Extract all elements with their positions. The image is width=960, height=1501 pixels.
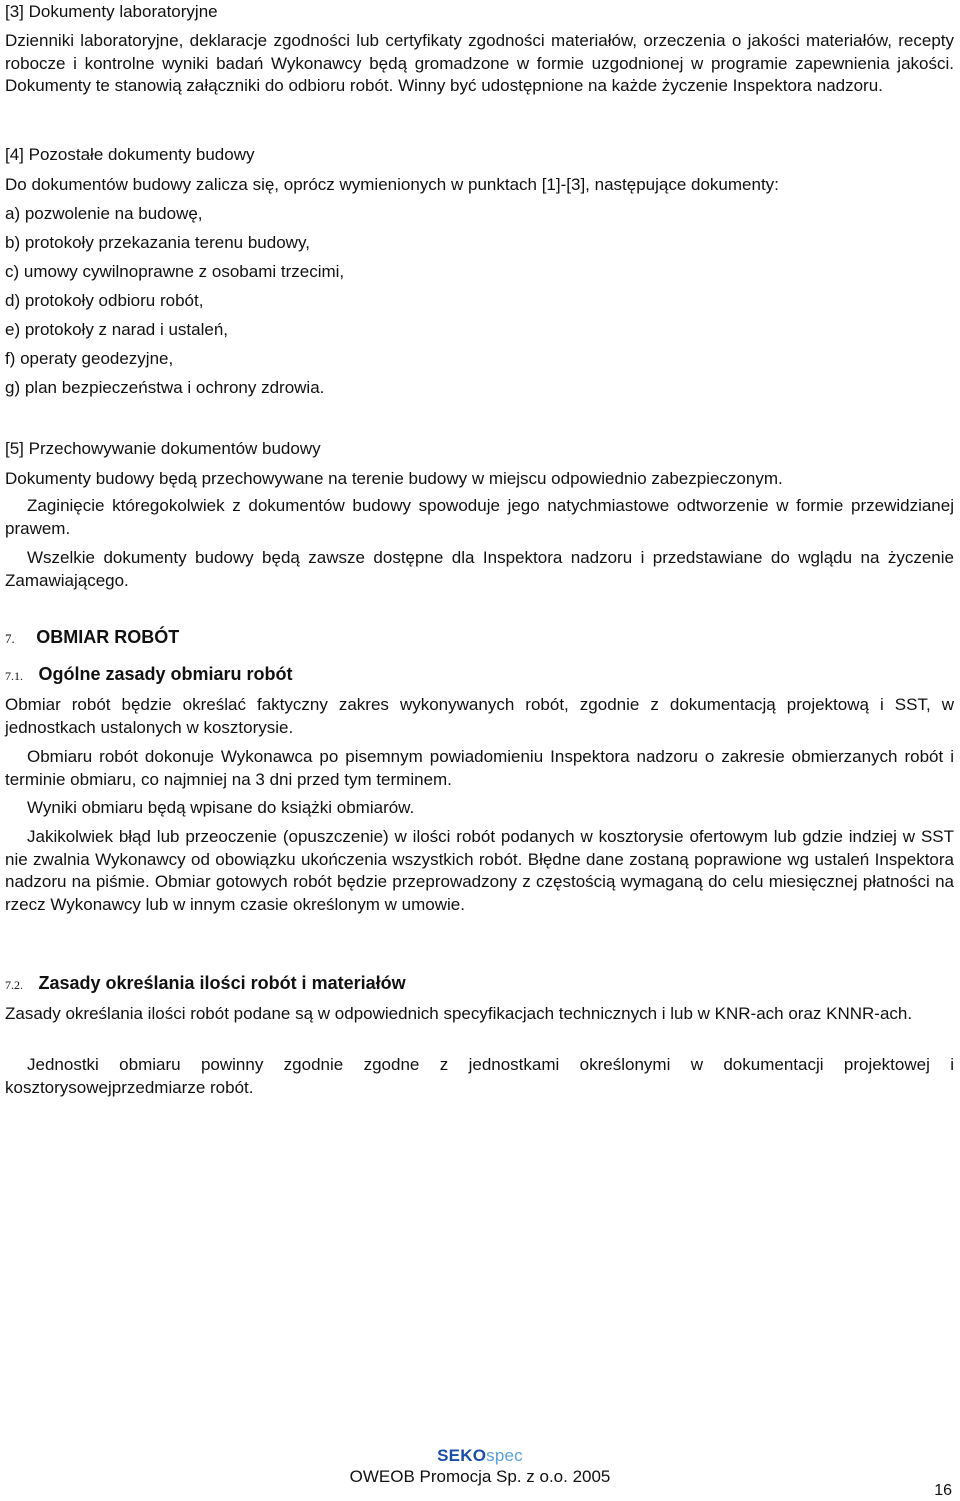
subsection-title: Zasady określania ilości robót i materiałów — [38, 973, 406, 993]
section-7-2-p2 — [5, 1054, 954, 1099]
chapter-number: 7. — [5, 631, 15, 646]
paragraph: Zasady określania ilości robót podane są w odpowiednich specyfikacjach technicznych i lub w KNR-ach oraz KNNR-ach. — [5, 1004, 913, 1023]
section-7-1-p2 — [5, 746, 954, 791]
subsection-heading — [5, 973, 406, 994]
paragraph: Jednostki obmiaru powinny zgodnie zgodne z jednostkami określonymi w dokumentacji projektowej i kosztorysowejprzedmiarze robót. — [5, 1055, 954, 1097]
section-5-p2 — [5, 495, 954, 540]
paragraph: Dokumenty budowy będą przechowywane na terenie budowy w miejscu odpowiednio zabezpieczonym. — [5, 469, 783, 488]
section-5-p3 — [5, 547, 954, 592]
section-7-1-p1 — [5, 694, 954, 739]
paragraph: Obmiaru robót dokonuje Wykonawca po pisemnym powiadomieniu Inspektora nadzoru o zakresie obmierzanych robót i terminie obmiaru, co najmniej na 3 dni przed tym terminem. — [5, 747, 954, 789]
paragraph: Wszelkie dokumenty budowy będą zawsze dostępne dla Inspektora nadzoru i przedstawiane do wglądu na życzenie Zamawiającego. — [5, 548, 954, 590]
section-heading: [3] Dokumenty laboratoryjne — [5, 2, 218, 21]
document-list — [5, 203, 954, 413]
section-5 — [5, 438, 954, 460]
section-3-body — [5, 30, 954, 98]
section-7-2-p1 — [5, 1003, 954, 1026]
list-item: g) plan bezpieczeństwa i ochrony zdrowia. — [5, 378, 325, 397]
list-item: d) protokoły odbioru robót, — [5, 291, 204, 310]
footer-logo — [0, 1446, 960, 1466]
paragraph: Jakikolwiek błąd lub przeoczenie (opuszczenie) w ilości robót podanych w kosztorysie ofertowym lub gdzie indziej w SST nie zwalnia Wykonawcy od obowiązku ukończenia wszystkich robót. Błędne dane zostaną poprawione wg ustaleń Inspektora nadzoru na piśmie. Obmiar gotowych robót będzie przeprowadzony z częstością wymaganą do celu miesięcznej płatności na rzecz Wykonawcy lub w innym czasie określonym w umowie. — [5, 827, 954, 914]
footer-company: OWEOB Promocja Sp. z o.o. 2005 — [349, 1467, 611, 1486]
paragraph: Do dokumentów budowy zalicza się, oprócz wymienionych w punktach [1]-[3], następujące dokumenty: — [5, 175, 779, 194]
subsection-title: Ogólne zasady obmiaru robót — [38, 664, 293, 684]
subsection-number: 7.1. — [5, 669, 23, 683]
chapter-title: OBMIAR ROBÓT — [36, 627, 180, 647]
list-item: f) operaty geodezyjne, — [5, 349, 174, 368]
logo-part-spec: spec — [486, 1446, 523, 1465]
page-number: 16 — [934, 1482, 952, 1499]
section-7-1-p4 — [5, 826, 954, 916]
list-item: b) protokoły przekazania terenu budowy, — [5, 233, 310, 252]
chapter-heading — [5, 627, 179, 648]
list-item: a) pozwolenie na budowę, — [5, 204, 203, 223]
section-5-p1 — [5, 468, 954, 490]
section-7-1-p3 — [5, 797, 954, 820]
paragraph: Dzienniki laboratoryjne, deklaracje zgodności lub certyfikaty zgodności materiałów, orzeczenia o jakości materiałów, recepty robocze i kontrolne wyniki badań Wykonawcy będą gromadzone w formie uzgodnionej w programie zapewnienia jakości. Dokumenty te stanowią załączniki do odbioru robót. Winny być udostępnione na każde życzenie Inspektora nadzoru. — [5, 31, 954, 95]
section-heading: [5] Przechowywanie dokumentów budowy — [5, 439, 321, 458]
section-4-intro — [5, 174, 954, 196]
section-heading: [4] Pozostałe dokumenty budowy — [5, 145, 255, 164]
section-4 — [5, 144, 954, 166]
list-item: c) umowy cywilnoprawne z osobami trzecimi, — [5, 262, 345, 281]
section-3 — [5, 1, 954, 23]
list-item: e) protokoły z narad i ustaleń, — [5, 320, 229, 339]
logo-part-seko: SEKO — [437, 1446, 487, 1465]
subsection-heading — [5, 664, 293, 685]
subsection-number: 7.2. — [5, 978, 23, 992]
paragraph: Zaginięcie któregokolwiek z dokumentów budowy spowoduje jego natychmiastowe odtworzenie w formie przewidzianej prawem. — [5, 496, 954, 538]
paragraph: Obmiar robót będzie określać faktyczny zakres wykonywanych robót, zgodnie z dokumentacją projektową i SST, w jednostkach ustalonych w kosztorysie. — [5, 695, 954, 737]
paragraph: Wyniki obmiaru będą wpisane do książki obmiarów. — [27, 798, 415, 817]
